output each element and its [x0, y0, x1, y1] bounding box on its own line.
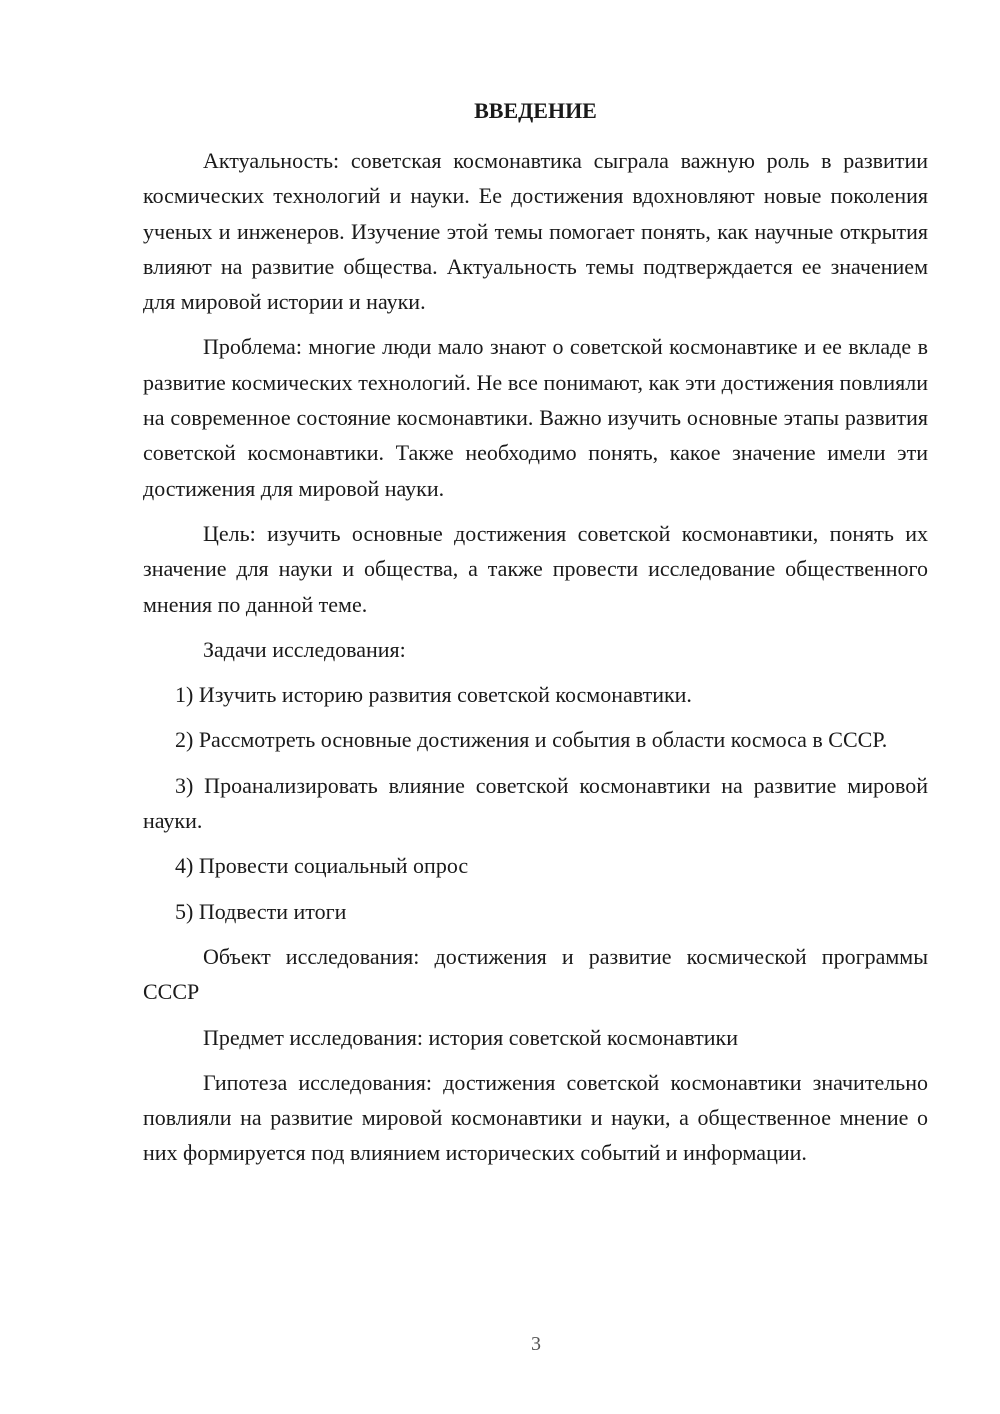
task-item-3: 3) Проанализировать влияние советской космонавтики на развитие мировой науки.	[143, 772, 928, 834]
page-number: 3	[531, 1333, 541, 1355]
paragraph-relevance: Актуальность: советская космонавтика сыграла важную роль в развитии космических технологий и науки. Ее достижения вдохновляют новые поколения ученых и инженеров. Изучение этой темы помогает понять, как научные открытия влияют на развитие общества. Актуальность темы подтверждается ее значением для мировой истории и науки.	[143, 148, 928, 315]
task-item-4: 4) Провести социальный опрос	[175, 853, 469, 879]
document-body	[143, 143, 928, 1171]
paragraph-subject: Предмет исследования: история советской космонавтики	[203, 1024, 739, 1050]
paragraph-goal: Цель: изучить основные достижения советской космонавтики, понять их значение для науки и общества, а также провести исследование общественного мнения по данной теме.	[143, 520, 928, 617]
task-item-2: 2) Рассмотреть основные достижения и события в области космоса в СССР.	[175, 727, 888, 753]
paragraph-object: Объект исследования: достижения и развитие космической программы СССР	[143, 943, 928, 1005]
paragraph-tasks-heading: Задачи исследования:	[203, 636, 406, 662]
paragraph-problem: Проблема: многие люди мало знают о советской космонавтике и ее вкладе в развитие космических технологий. Не все понимают, как эти достижения повлияли на современное состояние космонавтики. Важно изучить основные этапы развития советской космонавтики. Также необходимо понять, какое значение имели эти достижения для мировой науки.	[143, 334, 928, 501]
task-item-1: 1) Изучить историю развития советской космонавтики.	[175, 682, 692, 708]
paragraph-hypothesis: Гипотеза исследования: достижения советской космонавтики значительно повлияли на развитие мировой космонавтики и науки, а общественное мнение о них формируется под влиянием исторических событий и информации.	[143, 1069, 928, 1166]
section-title: ВВЕДЕНИЕ	[474, 98, 597, 123]
task-item-5: 5) Подвести итоги	[175, 898, 347, 924]
